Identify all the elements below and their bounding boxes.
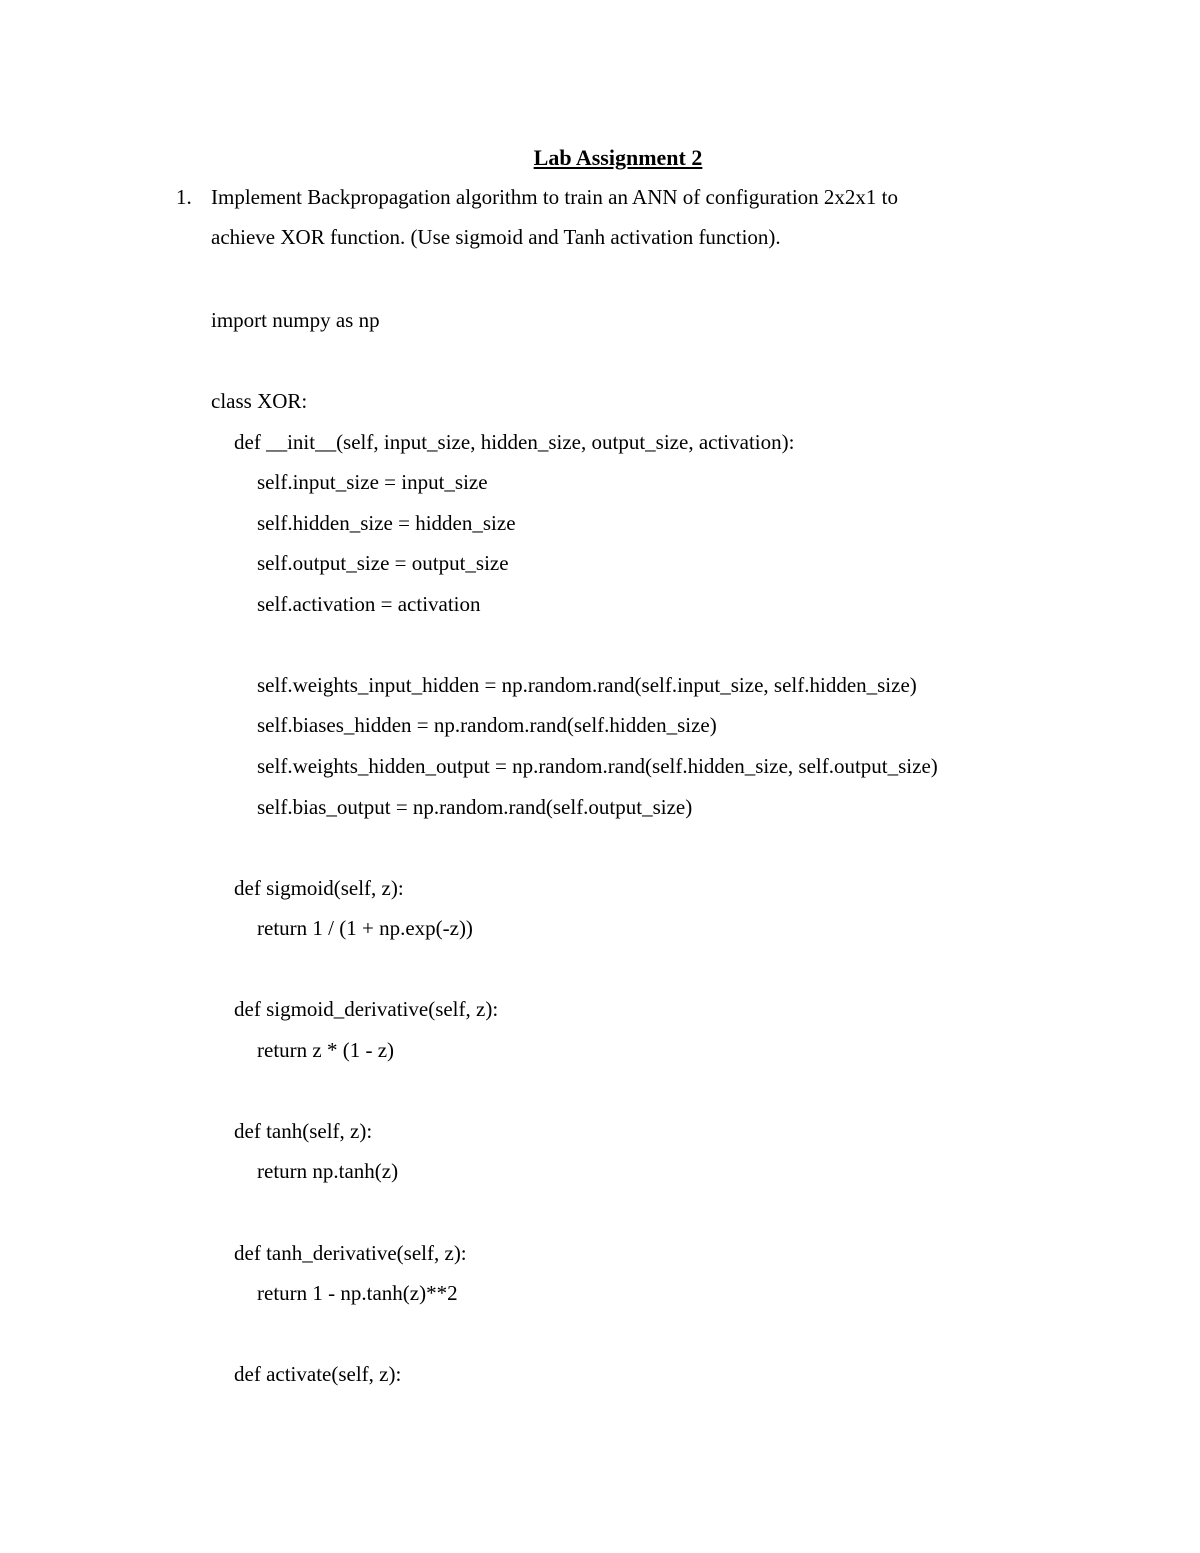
- code-line: [211, 1192, 938, 1233]
- code-line: return z * (1 - z): [257, 1037, 395, 1062]
- code-line: self.weights_input_hidden = np.random.rand(self.input_size, self.hidden_size): [257, 672, 917, 697]
- code-line: self.bias_output = np.random.rand(self.output_size): [257, 794, 693, 819]
- code-line: return 1 / (1 + np.exp(-z)): [257, 916, 473, 941]
- code-line: [211, 1070, 938, 1111]
- question-text-line-1: Implement Backpropagation algorithm to train an ANN of configuration 2x2x1 to: [211, 185, 899, 209]
- code-line: class XOR:: [211, 389, 308, 414]
- code-line: self.activation = activation: [257, 591, 481, 616]
- code-line: import numpy as np: [211, 308, 380, 332]
- code-line: self.hidden_size = hidden_size: [257, 510, 516, 535]
- code-line: def tanh_derivative(self, z):: [234, 1240, 467, 1265]
- code-line: [211, 949, 938, 990]
- code-line: def __init__(self, input_size, hidden_size, output_size, activation):: [234, 429, 795, 454]
- code-line: self.weights_hidden_output = np.random.rand(self.hidden_size, self.output_size): [257, 754, 938, 779]
- code-line: self.input_size = input_size: [257, 470, 488, 495]
- code-line: [211, 1314, 938, 1355]
- code-line: return np.tanh(z): [257, 1159, 399, 1184]
- code-line: [211, 341, 938, 382]
- code-line: self.output_size = output_size: [257, 551, 509, 576]
- code-line: def sigmoid_derivative(self, z):: [234, 997, 499, 1022]
- code-line: [211, 624, 938, 665]
- question-number: 1.: [176, 185, 192, 209]
- code-line: def activate(self, z):: [234, 1362, 402, 1387]
- code-line: self.biases_hidden = np.random.rand(self.hidden_size): [257, 713, 717, 738]
- code-block: [211, 300, 938, 1395]
- code-line: def tanh(self, z):: [234, 1118, 373, 1143]
- document-title: Lab Assignment 2: [533, 145, 703, 170]
- question-text-line-2: achieve XOR function. (Use sigmoid and Tanh activation function).: [211, 225, 781, 249]
- code-line: return 1 - np.tanh(z)**2: [257, 1281, 458, 1306]
- code-line: [211, 827, 938, 868]
- code-line: def sigmoid(self, z):: [234, 875, 404, 900]
